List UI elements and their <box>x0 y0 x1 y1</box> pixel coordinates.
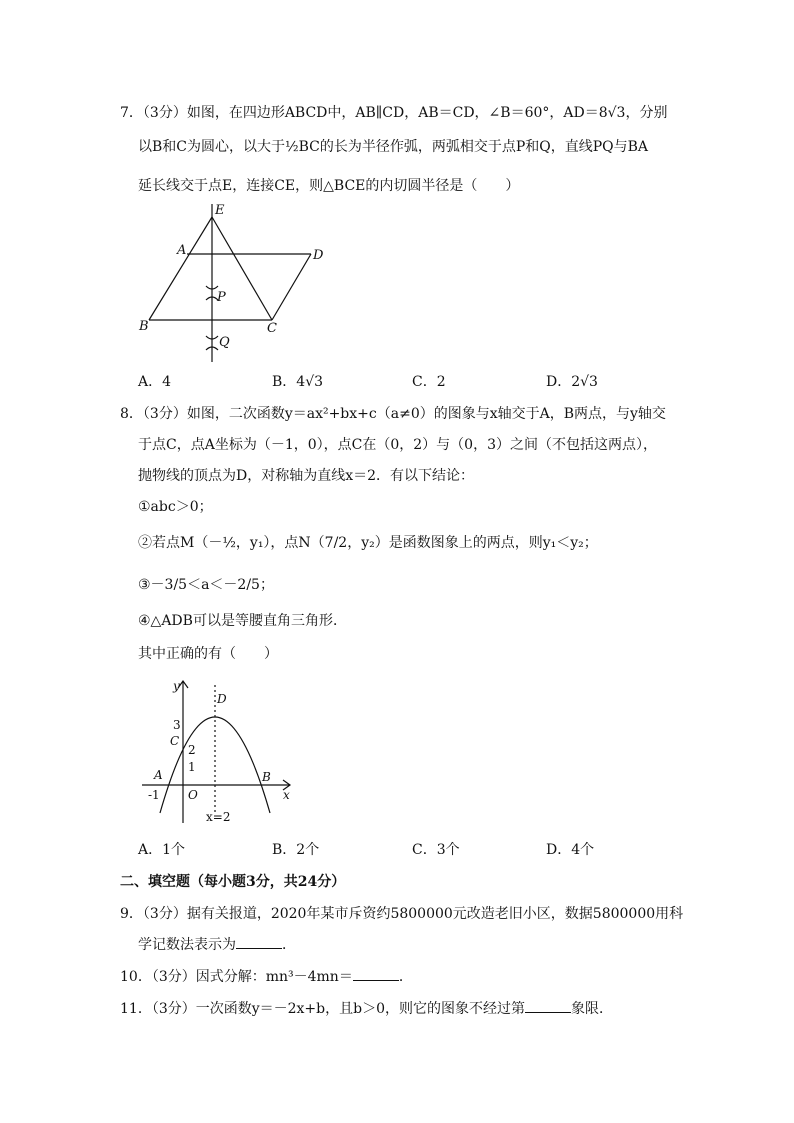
q9-answer-blank <box>236 934 282 949</box>
q8-option-d: D．4个 <box>546 842 595 858</box>
q8-line3: 抛物线的顶点为D，对称轴为直线x＝2．有以下结论： <box>138 468 475 484</box>
label-E: E <box>215 203 225 218</box>
section-heading-fill-in: 二、填空题（每小题3分，共24分） <box>120 874 346 890</box>
label-A: A <box>177 243 187 258</box>
q8-question: 其中正确的有（ ） <box>138 646 278 662</box>
q7-option-b: B．4√3 <box>272 374 324 390</box>
tick-neg1: -1 <box>148 788 160 802</box>
q10-text: 10．（3分）因式分解：mn³－4mn＝ <box>120 969 353 985</box>
label-C: C <box>170 734 180 748</box>
label-B: B <box>262 770 271 784</box>
q8-line1: 8．（3分）如图，二次函数y＝ax²+bx+c（a≠0）的图象与x轴交于A，B两点，与y轴交 <box>120 406 666 422</box>
q7-figure <box>135 198 335 368</box>
tick-1: 1 <box>188 760 196 774</box>
q9-line2-text: 学记数法表示为 <box>138 937 236 953</box>
q11-end: 象限． <box>571 1001 613 1017</box>
label-P: P <box>217 290 226 305</box>
q11-line <box>120 998 613 1019</box>
q10-end: ． <box>398 969 413 985</box>
label-x: x <box>283 788 290 802</box>
label-D: D <box>217 692 227 706</box>
q9-line2 <box>138 934 296 955</box>
label-Q: Q <box>219 335 230 350</box>
q8-option-a: A．1个 <box>138 842 186 858</box>
q9-line2-end: ． <box>282 937 296 953</box>
q7-line1: 7．（3分）如图，在四边形ABCD中，AB∥CD，AB＝CD，∠B＝60°，AD＝8√3，分别 <box>120 105 668 121</box>
tick-2: 2 <box>188 743 196 757</box>
q8-conclusion-3: ③－3/5＜a＜－2/5； <box>138 577 274 593</box>
symmetry-axis-label: x=2 <box>206 810 231 824</box>
label-A: A <box>154 768 163 782</box>
q7-option-a: A．4 <box>138 374 172 390</box>
q8-option-b: B．2个 <box>272 842 320 858</box>
q10-answer-blank <box>353 966 399 981</box>
q8-figure <box>140 673 300 833</box>
label-C: C <box>267 321 277 336</box>
tick-3: 3 <box>173 718 181 732</box>
q11-answer-blank <box>525 998 571 1013</box>
label-y: y <box>173 679 180 693</box>
q7-option-c: C．2 <box>412 374 446 390</box>
q7-line3: 延长线交于点E，连接CE，则△BCE的内切圆半径是（ ） <box>138 178 520 194</box>
segment-BE <box>149 217 212 320</box>
label-B: B <box>139 319 149 334</box>
label-O: O <box>188 788 198 802</box>
q8-line2: 于点C，点A坐标为（－1，0），点C在（0，2）与（0，3）之间（不包括这两点）， <box>138 437 657 453</box>
q10-line <box>120 966 413 987</box>
q9-line1: 9．（3分）据有关报道，2020年某市斥资约5800000元改造老旧小区，数据5800000用科 <box>120 906 684 922</box>
q11-text: 11．（3分）一次函数y＝－2x+b，且b＞0，则它的图象不经过第 <box>120 1001 525 1017</box>
q7-line2: 以B和C为圆心，以大于½BC的长为半径作弧，两弧相交于点P和Q，直线PQ与BA <box>138 139 649 155</box>
q8-conclusion-4: ④△ADB可以是等腰直角三角形． <box>138 613 347 629</box>
q8-option-c: C．3个 <box>412 842 460 858</box>
q8-conclusion-2: ②若点M（－½，y₁），点N（7/2，y₂）是函数图象上的两点，则y₁＜y₂； <box>138 535 598 551</box>
q8-conclusion-1: ①abc＞0； <box>138 499 213 515</box>
label-D: D <box>313 248 324 263</box>
q7-option-d: D．2√3 <box>546 374 598 390</box>
segment-DC <box>272 254 311 320</box>
